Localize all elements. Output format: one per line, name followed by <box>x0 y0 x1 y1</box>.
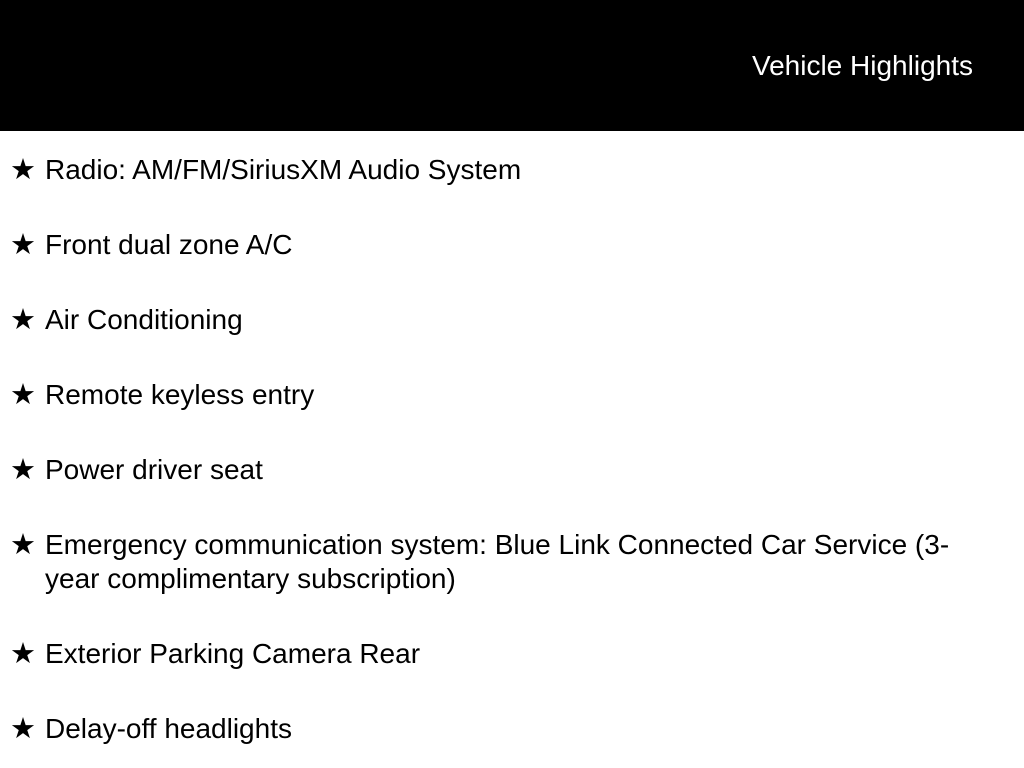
list-item-text: Delay-off headlights <box>45 713 292 744</box>
list-item-text: Exterior Parking Camera Rear <box>45 638 421 669</box>
header-bar <box>0 0 1024 131</box>
list-item <box>10 712 984 746</box>
list-item-text: Remote keyless entry <box>45 379 315 410</box>
list-item <box>10 303 984 337</box>
features-list <box>0 131 1024 746</box>
list-item <box>10 228 984 262</box>
list-item-text: Emergency communication system: Blue Link Connected Car Service (3-year complimentary subscription) <box>45 529 950 594</box>
list-item <box>10 378 984 412</box>
star-icon: ★ <box>10 529 36 561</box>
star-icon: ★ <box>10 713 36 745</box>
page-title: Vehicle Highlights <box>751 49 973 81</box>
star-icon: ★ <box>10 454 36 486</box>
list-item-text: Front dual zone A/C <box>45 229 293 260</box>
list-item <box>10 528 984 596</box>
list-item <box>10 453 984 487</box>
list-item-text: Radio: AM/FM/SiriusXM Audio System <box>45 154 522 185</box>
star-icon: ★ <box>10 379 36 411</box>
star-icon: ★ <box>10 229 36 261</box>
list-item <box>10 637 984 671</box>
list-item-text: Air Conditioning <box>45 304 243 335</box>
star-icon: ★ <box>10 304 36 336</box>
star-icon: ★ <box>10 154 36 186</box>
list-item-text: Power driver seat <box>45 454 263 485</box>
star-icon: ★ <box>10 638 36 670</box>
list-item <box>10 153 984 187</box>
